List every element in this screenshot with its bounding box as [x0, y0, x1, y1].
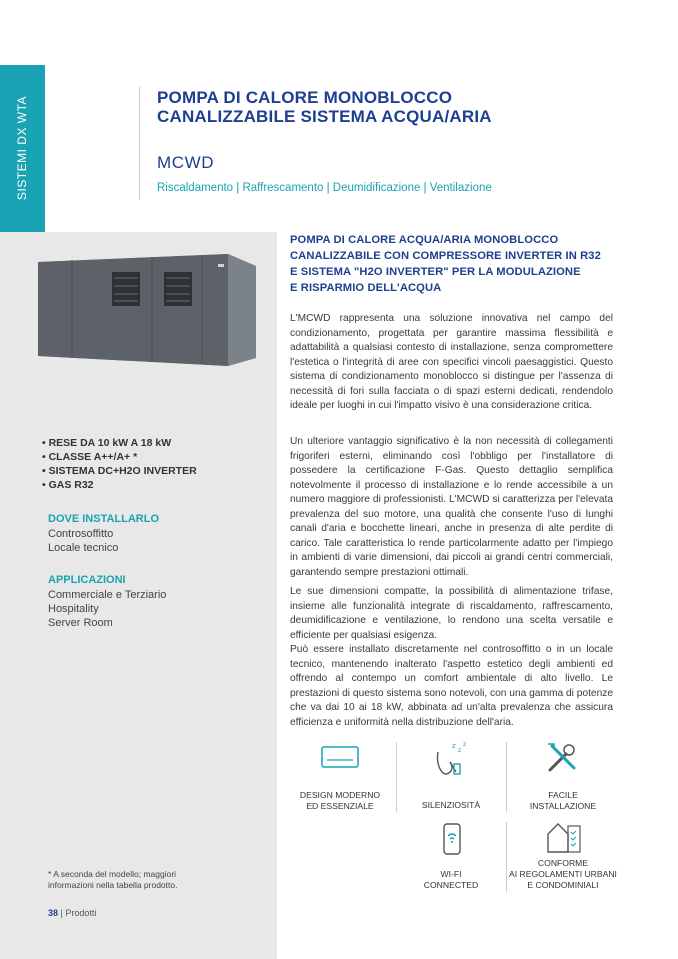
feature-wifi [396, 869, 506, 891]
model-name: MCWD [157, 153, 215, 172]
feature-design [285, 790, 395, 812]
subheading-line: E SISTEMA "H2O INVERTER" PER LA MODULAZIONE [290, 266, 581, 278]
feature-label: INSTALLAZIONE [529, 801, 597, 811]
body-paragraph: Un ulteriore vantaggio significativo è la non necessità di collegamenti frigoriferi esterni, eliminando così l'obbligo per l'installatore di possedere la certificazione F-Gas. Questo dettaglio semplifica notevolmente il processo di installazione e lo rende accessibile a un numero maggiore di professionisti. L'MCWD si caratterizza per l'elevata prevalenza del suo motore, una qualità che consente l'uso di lunghi canali d'aria e bocchette lineari, anche in presenza di alte perdite di carico. Tale caratteristica lo rende particolarmente adatto per l'impiego in ambienti di varie dimensioni, dai piccoli ai grandi centri commerciali, garantendo sempre prestazioni ottimali. [290, 436, 613, 578]
spec-item: • RESE DA 10 kW A 18 kW [42, 437, 172, 449]
page-title-line-2: CANALIZZABILE SISTEMA ACQUA/ARIA [157, 107, 492, 126]
install-item: Locale tecnico [48, 542, 119, 554]
section-subheading [290, 232, 620, 296]
spec-item: • GAS R32 [42, 479, 94, 491]
svg-text:z: z [452, 742, 456, 750]
feature-label: CONNECTED [423, 880, 479, 890]
silence-icon [430, 738, 472, 780]
page-title-line-1: POMPA DI CALORE MONOBLOCCO [157, 88, 453, 107]
spec-item: • SISTEMA DC+H2O INVERTER [42, 465, 197, 477]
application-item: Commerciale e Terziario [48, 589, 167, 601]
application-item: Server Room [48, 617, 113, 629]
feature-installation [508, 790, 618, 812]
install-item: Controsoffitto [48, 528, 114, 540]
subheading-line: E RISPARMIO DELL'ACQUA [290, 282, 442, 294]
applications-heading: APPLICAZIONI [48, 574, 126, 586]
feature-label: CONFORME [537, 858, 589, 868]
feature-silence [396, 800, 506, 811]
feature-label: ED ESSENZIALE [306, 801, 374, 811]
footnote-line: * A seconda del modello; maggiori [48, 869, 177, 879]
wifi-phone-icon [441, 822, 463, 856]
body-paragraph: Le sue dimensioni compatte, la possibilità di alimentazione trifase, insieme alle funzionalità integrate di riscaldamento, raffrescamento, deumidificazione e ventilazione, lo rendono una scelta versatile e efficiente per qualsiasi esigenza. [290, 586, 613, 641]
page-section: | Prodotti [60, 908, 97, 918]
feature-divider [506, 822, 507, 892]
page-number-value: 38 [48, 908, 59, 918]
section-side-tab-label: SISTEMI DX WTA [15, 95, 29, 201]
body-paragraph: L'MCWD rappresenta una soluzione innovativa nel campo del condizionamento, progettata per garantire massima flessibilità e adattabilità a qualsiasi contesto di installazione, senza compromettere l'estetica o l'integrità di aree con specifici vincoli paesaggistici. Questo sistema di condizionamento monoblocco si distingue per l'assenza di necessità di fori sulla facciata o di spazi esterni dedicati, rendendolo ideale per luoghi in cui l'impatto visivo è una considerazione critica. [290, 313, 613, 411]
feature-label: DESIGN MODERNO [299, 790, 381, 800]
footnote-line: informazioni nella tabella prodotto. [48, 880, 178, 890]
install-heading: DOVE INSTALLARLO [48, 513, 160, 525]
function-list: Riscaldamento | Raffrescamento | Deumidificazione | Ventilazione [157, 182, 492, 194]
spec-item: • CLASSE A++/A+ * [42, 451, 138, 463]
feature-label: AI REGOLAMENTI URBANI [509, 869, 617, 879]
subheading-line: CANALIZZABILE CON COMPRESSORE INVERTER IN R32 [290, 250, 601, 262]
svg-text:z: z [458, 747, 462, 754]
footnote [48, 869, 228, 891]
feature-regulations [508, 858, 618, 891]
subheading-line: POMPA DI CALORE ACQUA/ARIA MONOBLOCCO [290, 234, 559, 246]
page-title [157, 88, 637, 126]
product-image [32, 246, 262, 366]
tools-icon [544, 740, 580, 776]
feature-label: FACILE [548, 790, 578, 800]
spec-list [42, 436, 272, 492]
feature-label: WI-FI [440, 869, 462, 879]
feature-divider [506, 742, 507, 812]
header-divider [139, 87, 140, 200]
feature-label: E CONDOMINIALI [527, 880, 599, 890]
building-check-icon [544, 818, 584, 854]
svg-text:z: z [463, 741, 467, 748]
page-number [48, 908, 96, 918]
feature-label: SILENZIOSITÀ [421, 800, 481, 810]
application-item: Hospitality [48, 603, 99, 615]
unit-icon [320, 742, 360, 772]
body-paragraph: Può essere installato discretamente nel controsoffitto o in un locale tecnico, mantenendo inalterato l'aspetto estetico degli ambienti ed offrendo al contempo un comfort ambientale di alto livello. Le prestazioni di questo sistema sono notevoli, con una gamma di potenze che va dai 10 ai 18 kW, abbinata ad un'alta prevalenza che assicura efficienza e uniformità nella distribuzione dell'aria. [290, 644, 613, 728]
